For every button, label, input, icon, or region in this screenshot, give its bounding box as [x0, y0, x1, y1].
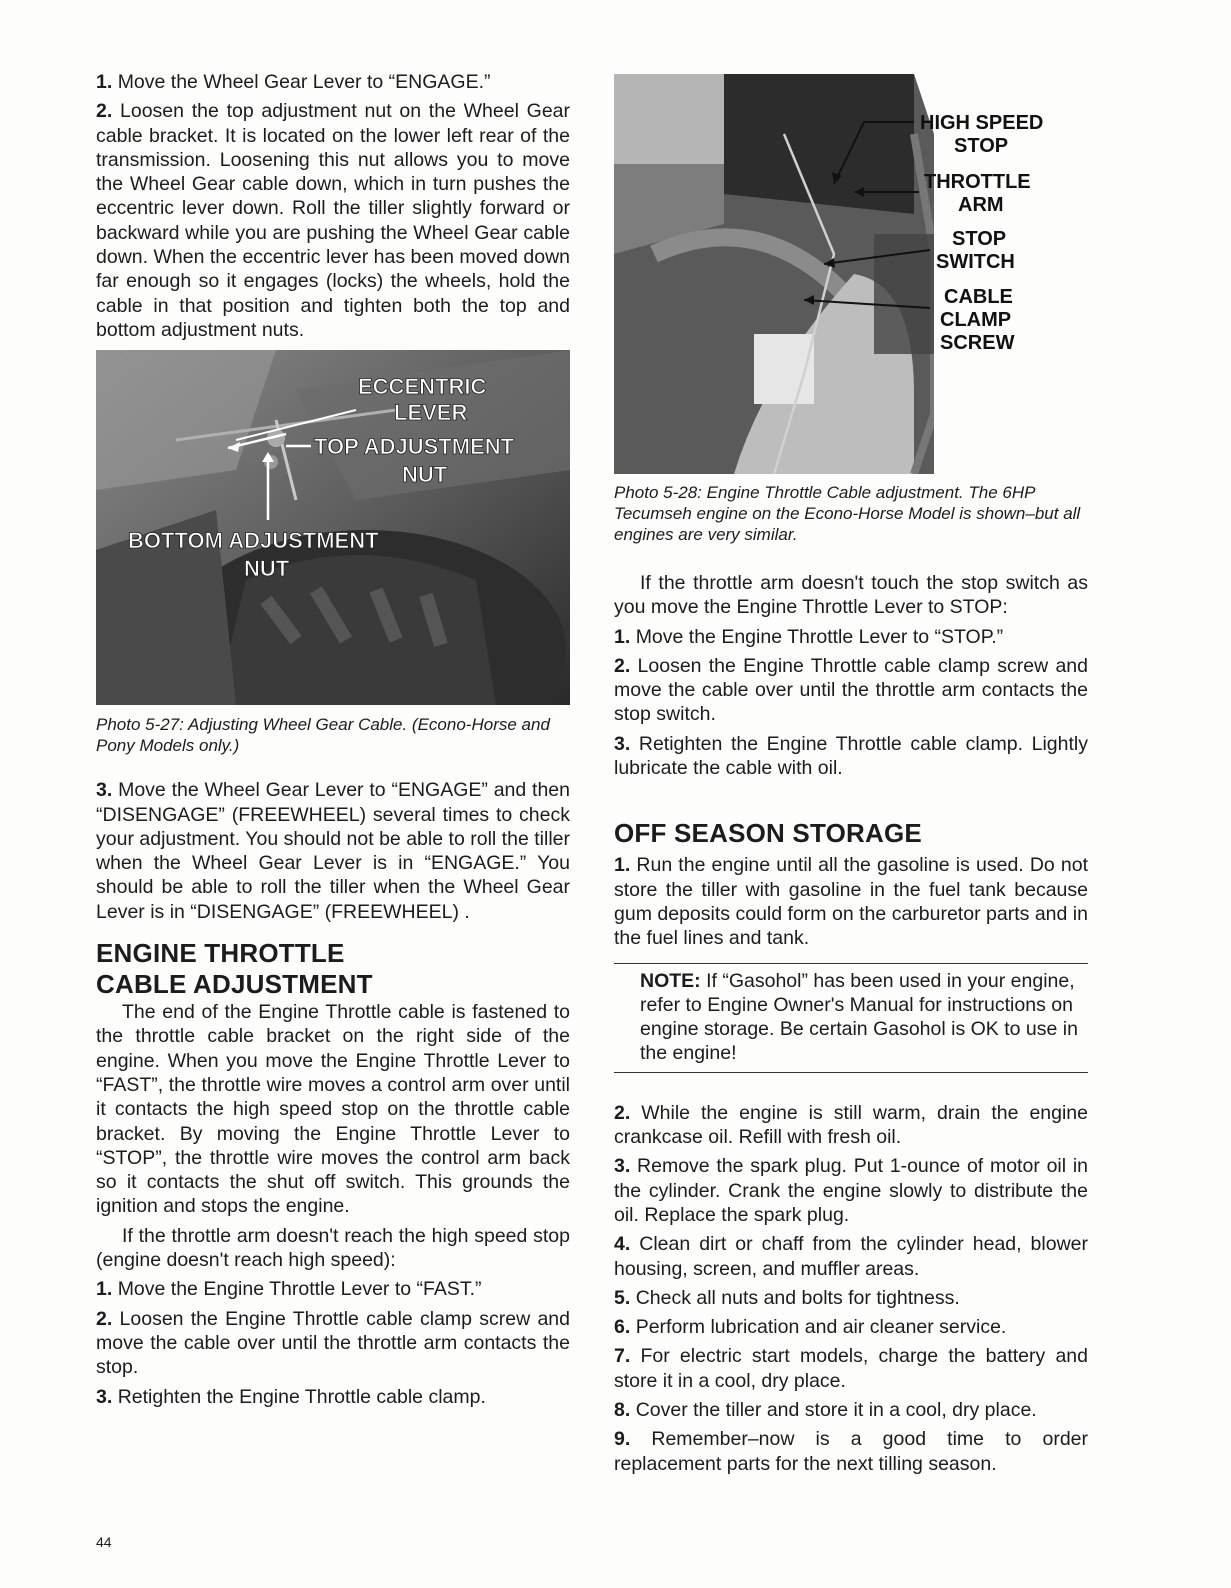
storage-step-2: 2. While the engine is still warm, drain the engine crankcase oil. Refill with fresh oil. — [614, 1101, 1088, 1149]
step-fast-3: 3. Retighten the Engine Throttle cable clamp. — [96, 1385, 486, 1408]
label-cable: CABLE — [944, 286, 1013, 308]
step-stop-1: 1. Move the Engine Throttle Lever to “STOP.” — [614, 625, 1004, 648]
note-text: NOTE: If “Gasohol” has been used in your engine, refer to Engine Owner's Manual for instructions on engine storage. Be certain Gasohol is OK to use in the engine! — [640, 969, 1078, 1065]
label-lever: LEVER — [394, 400, 468, 426]
label-top-adjustment: TOP ADJUSTMENT — [314, 434, 515, 460]
note-label: NOTE: — [640, 969, 701, 992]
storage-step-9: 9. Remember–now is a good time to order replacement parts for the next tilling season. — [614, 1428, 1088, 1475]
label-eccentric: ECCENTRIC — [358, 374, 487, 400]
label-throttle: THROTTLE — [924, 171, 1031, 193]
caption-photo-5-27: Photo 5-27: Adjusting Wheel Gear Cable. (Econo-Horse and Pony Models only.) — [96, 715, 550, 756]
step-2-loosen-top-nut: 2. Loosen the top adjustment nut on the Wheel Gear cable bracket. It is located on the lower left rear of the transmission. Loosening this nut allows you to move the Wheel Gear cable down, which in turn pushes the eccentric lever down. Roll the tiller slightly forward or backward while you are pushing the Wheel Gear cable down. When the eccentric lever has been moved down far enough so it engages (locks) the wheels, hold the cable in that position and tighten both the top and bottom adjustment nuts. — [96, 100, 571, 341]
label-nut-bottom: NUT — [244, 556, 290, 582]
step-stop-3: 3. Retighten the Engine Throttle cable clamp. Lightly lubricate the cable with oil. — [614, 732, 1088, 780]
para-high-speed-condition: If the throttle arm doesn't reach the high speed stop (engine doesn't reach high speed): — [96, 1224, 570, 1272]
label-screw: SCREW — [940, 332, 1015, 354]
label-clamp: CLAMP — [940, 309, 1012, 331]
photo-5-28-image — [614, 74, 1088, 474]
step-fast-1: 1. Move the Engine Throttle Lever to “FAST.” — [96, 1278, 482, 1301]
label-arm: ARM — [958, 194, 1004, 216]
step-fast-2: 2. Loosen the Engine Throttle cable clamp screw and move the cable over until the throttle arm contacts the stop. — [96, 1307, 570, 1379]
storage-step-8: 8. Cover the tiller and store it in a cool, dry place. — [614, 1399, 1037, 1422]
label-high-speed: HIGH SPEED — [920, 112, 1044, 134]
step-3-check-adjustment: 3. Move the Wheel Gear Lever to “ENGAGE” and then “DISENGAGE” (FREEWHEEL) several times to check your adjustment. You should not be able to roll the tiller when the Wheel Gear Lever is in “ENGAGE.” You should be able to roll the tiller when the Wheel Gear Lever is in “DISENGAGE” (FREEWHEEL) . — [96, 779, 570, 923]
label-bottom-adjustment: BOTTOM ADJUSTMENT — [128, 528, 379, 554]
label-stop-2: STOP — [952, 228, 1007, 250]
storage-step-5: 5. Check all nuts and bolts for tightness. — [614, 1286, 960, 1309]
para-stop-condition: If the throttle arm doesn't touch the stop switch as you move the Engine Throttle Lever to STOP: — [614, 572, 1088, 619]
step-stop-2: 2. Loosen the Engine Throttle cable clamp screw and move the cable over until the throttle arm contacts the stop switch. — [614, 654, 1088, 726]
label-stop: STOP — [954, 135, 1009, 157]
storage-step-1: 1. Run the engine until all the gasoline is used. Do not store the tiller with gasoline in the fuel tank because gum deposits could form on the carburetor parts and in the fuel lines and tank. — [614, 854, 1088, 950]
label-switch: SWITCH — [936, 251, 1015, 273]
storage-step-3: 3. Remove the spark plug. Put 1-ounce of motor oil in the cylinder. Crank the engine slowly to distribute the oil. Replace the spark plug. — [614, 1155, 1089, 1226]
note-box — [614, 963, 1088, 1073]
heading-engine-throttle: ENGINE THROTTLE CABLE ADJUSTMENT — [96, 938, 373, 1000]
heading-off-season-storage: OFF SEASON STORAGE — [614, 818, 922, 849]
para-throttle-description: The end of the Engine Throttle cable is fastened to the throttle cable bracket on the right side of the engine. When you move the Engine Throttle Lever to “FAST”, the throttle wire moves a control arm over until it contacts the high speed stop on the throttle cable bracket. By moving the Engine Throttle Lever to “STOP”, the throttle wire moves the control arm back so it contacts the shut off switch. This grounds the ignition and stops the engine. — [96, 1001, 570, 1218]
label-nut-top: NUT — [402, 462, 448, 488]
caption-photo-5-28: Photo 5-28: Engine Throttle Cable adjustment. The 6HP Tecumseh engine on the Econo-Horse Model is shown–but all engines are very similar. — [614, 483, 1081, 544]
right-column — [614, 74, 1088, 1481]
photo-5-27-image — [96, 350, 570, 705]
left-column — [96, 70, 570, 1414]
photo-engine-throttle — [614, 74, 1088, 474]
page-number: 44 — [96, 1534, 112, 1550]
step-1-engage: 1. Move the Wheel Gear Lever to “ENGAGE.” — [96, 71, 491, 93]
storage-step-6: 6. Perform lubrication and air cleaner service. — [614, 1316, 1007, 1339]
storage-step-4: 4. Clean dirt or chaff from the cylinder head, blower housing, screen, and muffler areas. — [614, 1233, 1089, 1280]
photo-wheel-gear-cable — [96, 350, 570, 705]
storage-step-7: 7. For electric start models, charge the battery and store it in a cool, dry place. — [614, 1345, 1088, 1392]
